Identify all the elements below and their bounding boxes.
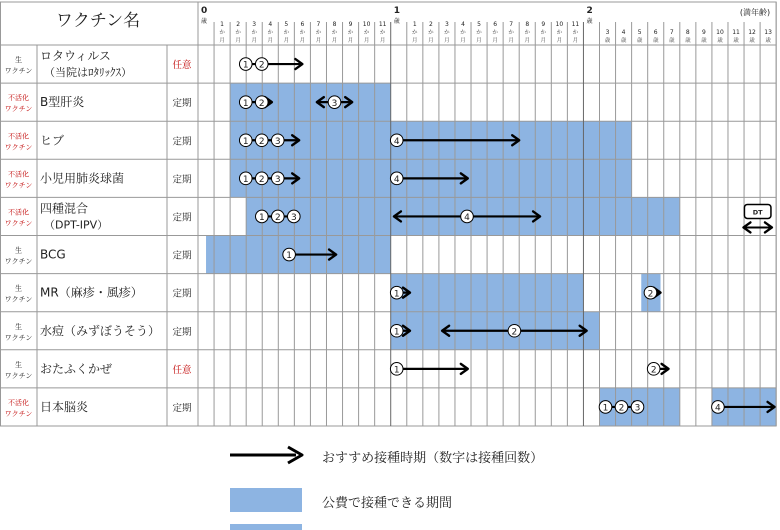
vaccine-name: ヒブ <box>40 133 65 148</box>
month-label: 4 <box>268 21 273 28</box>
dose-number: 2 <box>258 98 265 109</box>
vaccine-category: 定期 <box>172 250 192 262</box>
vaccine-type-label: 生 <box>15 360 22 369</box>
legend-arrow-icon <box>228 444 308 466</box>
month-getsu: 月 <box>476 38 482 44</box>
dose-number: 2 <box>274 213 281 224</box>
vaccine-type-label: ワクチン <box>4 257 33 266</box>
legend-public-swatch <box>230 488 302 512</box>
age-note: (満年齢) <box>739 8 771 17</box>
vaccine-type-label: 生 <box>15 284 22 293</box>
month-label: 2 <box>428 21 433 28</box>
age-year-label: 6 <box>653 29 658 36</box>
month-label: 10 <box>555 21 564 28</box>
vaccine-name: 四種混合 <box>40 201 89 216</box>
month-ka: か <box>379 30 386 36</box>
dose-number: 1 <box>393 365 400 376</box>
vaccine-type-label: 生 <box>15 246 22 255</box>
month-ka: か <box>299 30 306 36</box>
age-year-label: 4 <box>621 29 626 36</box>
month-getsu: 月 <box>219 38 225 44</box>
vaccine-type-label: ワクチン <box>4 67 33 76</box>
month-getsu: 月 <box>235 38 241 44</box>
dose-number: 1 <box>242 98 249 109</box>
month-getsu: 月 <box>315 38 322 44</box>
month-ka: か <box>251 30 257 36</box>
dose-number: 1 <box>258 213 265 224</box>
vaccine-category: 定期 <box>172 402 192 414</box>
age-year-suffix: 歳 <box>733 38 739 44</box>
month-getsu: 月 <box>379 38 386 44</box>
year-label: 2 <box>586 6 593 16</box>
age-year-suffix: 歳 <box>765 38 771 44</box>
month-ka: か <box>540 30 547 36</box>
age-year-suffix: 歳 <box>604 38 611 44</box>
dose-number: 4 <box>393 136 400 147</box>
month-getsu: 月 <box>556 38 563 44</box>
month-getsu: 月 <box>363 38 370 44</box>
vaccine-type-label: ワクチン <box>4 409 33 418</box>
month-getsu: 月 <box>299 38 306 44</box>
month-getsu: 月 <box>444 38 450 44</box>
age-year-label: 3 <box>605 29 610 36</box>
month-getsu: 月 <box>283 38 290 44</box>
vaccine-type-label: ワクチン <box>4 219 33 228</box>
month-label: 1 <box>412 21 417 28</box>
dose-number: 2 <box>511 327 518 338</box>
month-getsu: 月 <box>460 38 466 44</box>
month-getsu: 月 <box>524 38 530 44</box>
vaccine-category: 定期 <box>172 98 192 110</box>
dose-number: 3 <box>331 98 338 109</box>
age-year-suffix: 歳 <box>717 38 723 44</box>
month-label: 6 <box>493 21 498 28</box>
vaccine-category: 定期 <box>172 288 192 300</box>
month-ka: か <box>444 30 450 36</box>
month-label: 3 <box>445 21 449 28</box>
dose-number: 1 <box>393 289 400 300</box>
legend-extra-swatch <box>230 524 302 530</box>
vaccine-category: 任意 <box>172 60 192 72</box>
vaccine-name: おたふくかぜ <box>40 361 113 376</box>
month-ka: か <box>267 30 274 36</box>
vaccine-name: MR（麻疹・風疹） <box>40 285 143 300</box>
year-suffix: 歳 <box>201 18 208 25</box>
month-ka: か <box>476 30 482 36</box>
month-getsu: 月 <box>428 38 434 44</box>
month-ka: か <box>363 30 370 36</box>
vaccine-type-label: ワクチン <box>4 105 33 114</box>
month-label: 8 <box>332 21 337 28</box>
age-year-label: 5 <box>637 29 642 36</box>
dose-number: 4 <box>464 213 470 224</box>
year-suffix: 歳 <box>586 18 593 25</box>
age-year-suffix: 歳 <box>749 38 755 44</box>
vaccine-type-label: 不活化 <box>8 398 29 407</box>
age-year-suffix: 歳 <box>669 38 675 44</box>
vaccine-name: 日本脳炎 <box>40 399 89 414</box>
month-getsu: 月 <box>572 38 579 44</box>
legend-public-label: 公費で接種できる期間 <box>322 496 453 511</box>
dose-number: 2 <box>618 403 625 414</box>
vaccine-category: 任意 <box>172 364 192 376</box>
year-label: 1 <box>393 6 400 16</box>
dose-number: 1 <box>242 174 249 185</box>
booster-label: DT <box>752 208 763 217</box>
month-label: 9 <box>541 21 546 28</box>
age-year-label: 9 <box>701 29 706 36</box>
age-year-suffix: 歳 <box>701 38 707 44</box>
dose-number: 1 <box>602 403 609 414</box>
dose-number: 2 <box>258 136 265 147</box>
month-label: 11 <box>571 21 580 28</box>
month-getsu: 月 <box>251 38 257 44</box>
month-ka: か <box>347 30 354 36</box>
vaccine-type-label: 不活化 <box>8 94 29 103</box>
dose-number: 2 <box>258 174 265 185</box>
vaccine-category: 定期 <box>172 174 192 186</box>
month-ka: か <box>428 30 434 36</box>
dose-number: 1 <box>393 327 400 338</box>
dose-number: 3 <box>290 213 297 224</box>
vaccine-category: 定期 <box>172 326 192 338</box>
month-label: 3 <box>252 21 257 28</box>
age-year-label: 13 <box>764 29 772 36</box>
vaccine-type-label: 不活化 <box>8 170 29 179</box>
dose-number: 1 <box>242 60 249 71</box>
dose-number: 4 <box>393 174 400 185</box>
dose-number: 4 <box>715 403 721 414</box>
month-ka: か <box>572 30 579 36</box>
year-label: 0 <box>201 6 208 16</box>
month-ka: か <box>460 30 466 36</box>
month-label: 2 <box>236 21 241 28</box>
month-label: 9 <box>348 21 353 28</box>
vaccine-type-label: ワクチン <box>4 371 33 380</box>
age-year-suffix: 歳 <box>652 38 659 44</box>
dose-number: 2 <box>258 60 265 71</box>
vaccine-type-label: ワクチン <box>4 333 33 342</box>
vaccine-type-label: 生 <box>15 56 22 65</box>
vaccine-type-label: 不活化 <box>8 208 29 217</box>
vaccine-name-header: ワクチン名 <box>55 11 141 31</box>
month-ka: か <box>235 30 241 36</box>
dose-number: 3 <box>274 174 281 185</box>
legend-arrow-label: おすすめ接種時期（数字は接種回数） <box>322 451 544 466</box>
month-ka: か <box>219 30 225 36</box>
vaccine-name: 水痘（みずぼうそう） <box>40 323 161 338</box>
month-ka: か <box>412 30 418 36</box>
month-label: 6 <box>300 21 305 28</box>
dose-number: 1 <box>286 251 292 262</box>
year-suffix: 歳 <box>393 18 400 25</box>
month-label: 10 <box>362 21 371 28</box>
month-label: 11 <box>378 21 387 28</box>
age-year-suffix: 歳 <box>685 38 691 44</box>
vaccine-type-label: 不活化 <box>8 132 29 141</box>
month-label: 8 <box>525 21 530 28</box>
vaccine-name-sub: （当院はﾛﾀﾘｯｸｽ） <box>44 66 132 80</box>
month-getsu: 月 <box>540 38 547 44</box>
vaccine-name: 小児用肺炎球菌 <box>40 171 125 186</box>
month-label: 7 <box>316 21 321 28</box>
month-ka: か <box>508 30 514 36</box>
month-label: 1 <box>220 21 225 28</box>
month-ka: か <box>524 30 530 36</box>
vaccine-name-sub: （DPT-IPV） <box>44 218 109 232</box>
dose-number: 3 <box>274 136 281 147</box>
vaccine-name: B型肝炎 <box>40 95 85 110</box>
month-label: 4 <box>461 21 465 28</box>
month-ka: か <box>492 30 498 36</box>
dose-number: 3 <box>634 403 641 414</box>
age-year-suffix: 歳 <box>636 38 643 44</box>
age-year-label: 7 <box>669 29 674 36</box>
vaccine-type-label: 生 <box>15 322 22 331</box>
month-getsu: 月 <box>347 38 354 44</box>
dose-number: 1 <box>242 136 249 147</box>
age-year-suffix: 歳 <box>620 38 627 44</box>
month-ka: か <box>331 30 338 36</box>
vaccine-type-label: ワクチン <box>4 295 33 304</box>
month-getsu: 月 <box>508 38 514 44</box>
month-label: 5 <box>477 21 481 28</box>
month-ka: か <box>315 30 322 36</box>
age-year-label: 8 <box>685 29 690 36</box>
month-getsu: 月 <box>267 38 274 44</box>
month-ka: か <box>283 30 290 36</box>
month-getsu: 月 <box>331 38 338 44</box>
dose-number: 2 <box>647 289 654 300</box>
vaccine-name: BCG <box>40 247 66 262</box>
month-getsu: 月 <box>492 38 498 44</box>
vaccine-category: 定期 <box>172 212 192 224</box>
age-year-label: 10 <box>716 29 724 36</box>
age-year-label: 11 <box>732 29 740 36</box>
month-ka: か <box>556 30 563 36</box>
month-label: 7 <box>509 21 514 28</box>
month-getsu: 月 <box>412 38 418 44</box>
vaccine-category: 定期 <box>172 136 192 148</box>
vaccine-name: ロタウィルス <box>40 49 111 64</box>
age-year-label: 12 <box>748 29 756 36</box>
vaccine-type-label: ワクチン <box>4 143 33 152</box>
vaccine-type-label: ワクチン <box>4 181 33 190</box>
dose-number: 2 <box>650 365 657 376</box>
month-label: 5 <box>284 21 289 28</box>
